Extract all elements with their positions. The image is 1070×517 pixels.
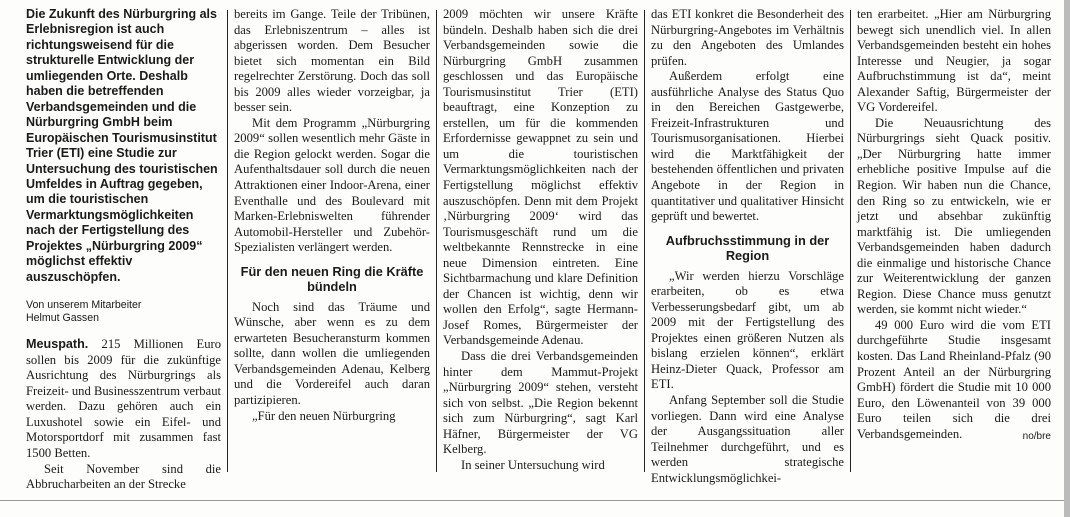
article-paragraph: Außerdem erfolgt eine ausführliche Analyse des Status Quo in den Bereichen Gastgewerbe, Freizeit-Infrastrukturen und Tourismusorganisationen. Hierbei wird die Marktfähigkeit der bestehenden öffentlichen und privaten Angebote in der Region in quantitativer und qualitativer Hinsicht geprüft und bewertet. xyxy=(651,69,844,224)
article-paragraph xyxy=(26,337,221,461)
article-paragraph: Seit November sind die Abbrucharbeiten an der Strecke xyxy=(26,461,221,492)
article-paragraph: Dass die drei Verbandsgemeinden hinter dem Mammut-Projekt „Nürburgring 2009“ stehen, versteht sich von selbst. „Die Region bekennt sich zum Nürburgring“, sagt Karl Häfner, Bürgermeister der VG Kelberg. xyxy=(443,349,638,457)
article-paragraph: das ETI konkret die Besonderheit des Nürburgring-Angebotes im Verhältnis zu den Angeboten des Umlandes prüfen. xyxy=(651,7,844,68)
article-paragraph: 2009 möchten wir unsere Kräfte bündeln. Deshalb haben sich die drei Verbandsgemeinden sowie die Nürburgring GmbH zusammen geschlossen und das Europäische Tourismusinstitut Trier (ETI) beauftragt, eine Konzeption zu erstellen, um für die kommenden Erfordernisse gewappnet zu sein und um die touristischen Vermarktungsmöglichkeiten nach der Fertigstellung möglichst effektiv auszuschöpfen. Denn mit dem Projekt ‚Nürburgring 2009‘ wird das Tourismusgeschäft rund um die weltbekannte Rennstrecke in eine neue Dimension eintreten. Eine Sichtbarmachung und klare Definition der Chancen ist wichtig, denn wir wollen den Erfolg“, sagte Hermann-Josef Romes, Bürgermeister der Verbandsgemeinde Adenau. xyxy=(443,7,638,348)
article-paragraph-text: 49 000 Euro wird die vom ETI durchgeführte Studie insgesamt kosten. Das Land Rheinland-Pfalz (90 Prozent Anteil an der Nürburgring GmbH) fördert die Studie mit 10 000 Euro, den Löwenanteil von 39 000 Euro teilen sich die drei Verbandsgemeinden. xyxy=(857,317,1051,441)
article-paragraph: In seiner Untersuchung wird xyxy=(461,457,605,472)
column-2 xyxy=(234,7,430,477)
dateline: Meuspath. xyxy=(26,337,89,352)
article-paragraph: Mit dem Programm „Nürburgring 2009“ sollen wesentlich mehr Gäste in die Region gelockt werden. Sogar die Aufenthaltsdauer soll durch die neuen Attraktionen einer Indoor-Arena, einer Eventhalle und des Boulevard mit Marken-Erlebniswelten führender Automobil-Hersteller und Zubehör-Spezialisten verlängert werden. xyxy=(234,115,430,255)
column-5 xyxy=(857,7,1051,485)
article-paragraph: „Für den neuen Nürburgring xyxy=(252,408,396,423)
column-4 xyxy=(651,7,844,485)
article-paragraph: Die Neuausrichtung des Nürburgrings sieht Quack positiv. „Der Nürburgring hatte immer erhebliche positive Impulse auf die Region. Wir haben nun die Chance, den Ring so zu entwickeln, wie er jetzt und absehbar zukünftig marktfähig ist. Die umliegenden Verbandsgemeinden haben dadurch die einmalige und historische Chance zur Weiterentwicklung der ganzen Region. Diese Chance muss genutzt werden, sie kommt nicht wieder.“ xyxy=(857,115,1051,317)
author-signature: no/bre xyxy=(1022,430,1051,442)
article-paragraph: Noch sind das Träume und Wünsche, aber wenn es zu dem erwarteten Besucheransturm kommen sollte, dann wollen die umliegenden Verbandsgemeinden Adenau, Kelberg und die Vordereifel auch daran partizipieren. xyxy=(234,299,430,408)
article-paragraph xyxy=(857,318,1051,442)
article-paragraph: ten erarbeitet. „Hier am Nürburgring bewegt sich unendlich viel. In allen Verbandsgemeinden besteht ein hohes Interesse und Neugier, ja sogar Aufbruchstimmung ist da“, meint Alexander Saftig, Bürgermeister der VG Vordereifel. xyxy=(857,7,1051,115)
article-lead: Die Zukunft des Nürburgring als Erlebnisregion ist auch richtungsweisend für die strukturelle Entwicklung der umliegenden Orte. Deshalb haben die betreffenden Verbandsgemeinden und die Nürburgring GmbH beim Europäischen Tourismusinstitut Trier (ETI) eine Studie zur Untersuchung des touristischen Umfeldes in Auftrag gegeben, um die touristischen Vermarktungsmöglichkeiten nach der Fertigstellung des Projektes „Nürburgring 2009“ möglichst effektiv auszuschöpfen. xyxy=(26,7,218,284)
article-paragraph: Anfang September soll die Studie vorliegen. Dann wird eine Analyse der Ausgangssituation aller Teilnehmer durchgeführt, und es werden strategische Entwicklungsmöglichkei- xyxy=(651,393,844,485)
byline-role: Von unserem Mitarbeiter xyxy=(26,299,142,312)
subheading: Für den neuen Ring die Kräfte bündeln xyxy=(240,263,424,294)
bottom-edge xyxy=(0,500,1064,501)
subheading: Aufbruchsstimmung in der Region xyxy=(665,232,830,263)
column-divider xyxy=(850,10,851,472)
column-3 xyxy=(443,7,638,477)
column-divider xyxy=(436,10,437,472)
column-1 xyxy=(26,7,222,492)
article-paragraph: bereits im Gange. Teile der Tribünen, das Erlebniszentrum – alles ist abgerissen worden. Dem Besucher bietet sich momentan ein Bild regelrechter Zerstörung. Doch das soll bis 2009 alles wieder vorzeigbar, ja besser sein. xyxy=(234,7,430,115)
article-paragraph: „Wir werden hierzu Vorschläge erarbeiten, ob es etwa Verbesserungsbedarf gibt, um ab 2009 mit der Fertigstellung des Projektes einen größeren Nutzen als bislang erzielen können“, erklärt Heinz-Dieter Quack, Professor am ETI. xyxy=(651,268,844,392)
byline-author: Helmut Gassen xyxy=(26,312,100,325)
article-paragraph-text: 215 Millionen Euro sollen bis 2009 für die zukünftige Ausrichtung des Nürburgrings als Freizeit- und Businesszentrum verbaut werden. Dazu gehören auch ein Luxushotel sowie ein Eifel- und Motorsportdorf mit zusammen fast 1500 Betten. xyxy=(26,337,222,460)
column-divider xyxy=(644,10,645,472)
column-divider xyxy=(227,10,228,472)
page-edge-shadow xyxy=(1064,0,1070,517)
